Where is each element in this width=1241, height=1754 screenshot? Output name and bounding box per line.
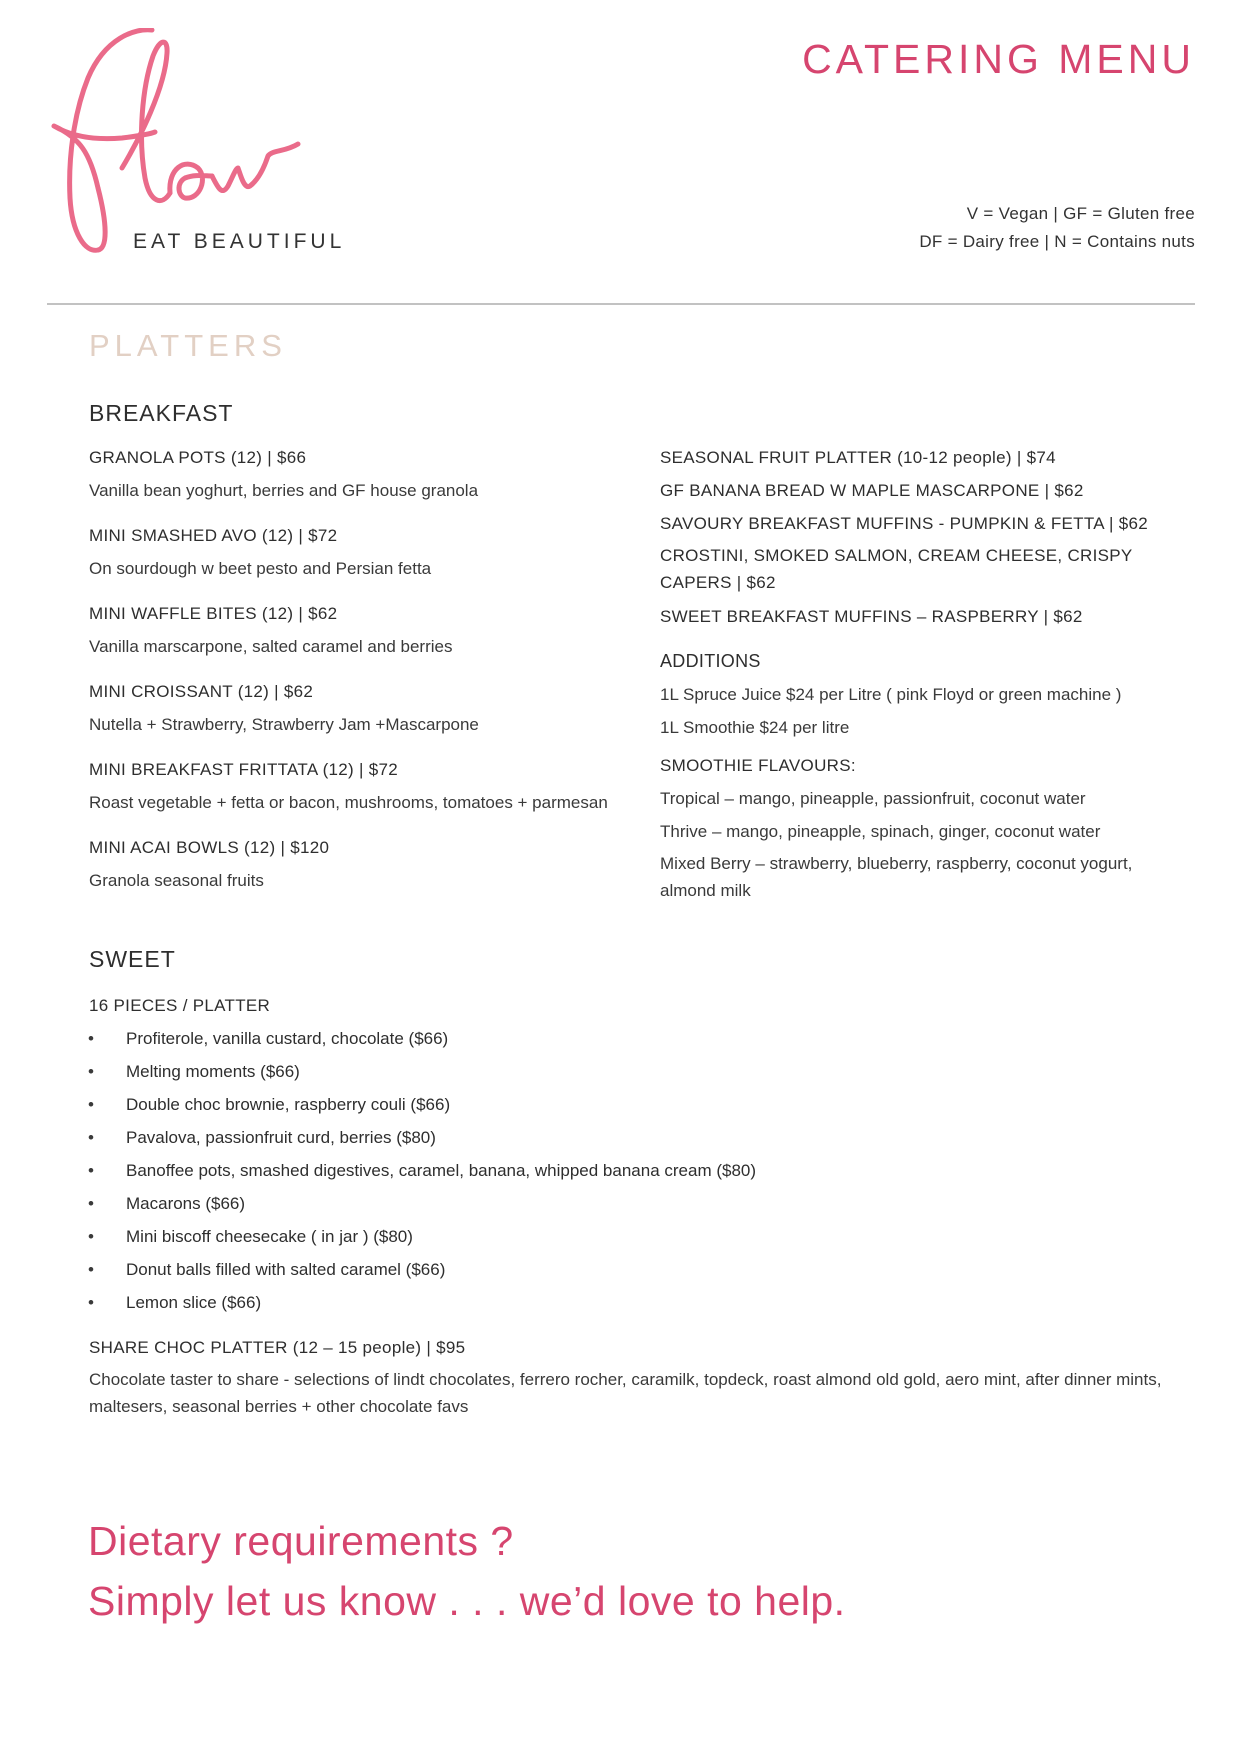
list-item: Mini biscoff cheesecake ( in jar ) ($80) — [126, 1227, 413, 1246]
addition-item: 1L Smoothie $24 per litre — [660, 718, 850, 737]
menu-item-desc: On sourdough w beet pesto and Persian fetta — [89, 559, 432, 578]
smoothie-flavours-heading: SMOOTHIE FLAVOURS: — [660, 756, 856, 775]
bullet: • — [88, 1227, 94, 1246]
header-divider — [47, 303, 1195, 305]
sweet-subheading: 16 PIECES / PLATTER — [89, 996, 271, 1015]
sweet-heading: SWEET — [89, 946, 176, 972]
menu-item-desc: Roast vegetable + fetta or bacon, mushrooms, tomatoes + parmesan — [89, 793, 608, 812]
menu-item-title: MINI SMASHED AVO (12) | $72 — [89, 526, 338, 545]
bullet: • — [88, 1260, 94, 1279]
menu-item-desc: Nutella + Strawberry, Strawberry Jam +Mascarpone — [89, 715, 479, 734]
menu-item-title: GF BANANA BREAD W MAPLE MASCARPONE | $62 — [660, 481, 1084, 500]
smoothie-flavour: Tropical – mango, pineapple, passionfruit, coconut water — [660, 789, 1086, 808]
flow-logo — [40, 28, 340, 263]
bullet: • — [88, 1161, 94, 1180]
bullet: • — [88, 1095, 94, 1114]
list-item: Banoffee pots, smashed digestives, caramel, banana, whipped banana cream ($80) — [126, 1161, 757, 1180]
addition-item: 1L Spruce Juice $24 per Litre ( pink Floyd or green machine ) — [660, 685, 1122, 704]
menu-item-title: SEASONAL FRUIT PLATTER (10-12 people) | $74 — [660, 448, 1056, 467]
dietary-legend-line-2: DF = Dairy free | N = Contains nuts — [919, 232, 1195, 251]
menu-item-title: MINI CROISSANT (12) | $62 — [89, 682, 314, 701]
smoothie-flavour: Mixed Berry – strawberry, blueberry, raspberry, coconut yogurt, almond milk — [660, 854, 1133, 900]
menu-item-title: MINI ACAI BOWLS (12) | $120 — [89, 838, 330, 857]
menu-item-title: CROSTINI, SMOKED SALMON, CREAM CHEESE, CRISPY CAPERS | $62 — [660, 546, 1133, 592]
logo-tagline: EAT BEAUTIFUL — [133, 230, 346, 253]
section-title: PLATTERS — [89, 328, 287, 363]
bullet: • — [88, 1029, 94, 1048]
menu-item-desc: Granola seasonal fruits — [89, 871, 264, 890]
smoothie-flavour: Thrive – mango, pineapple, spinach, ginger, coconut water — [660, 822, 1101, 841]
menu-item-title: MINI BREAKFAST FRITTATA (12) | $72 — [89, 760, 399, 779]
list-item: Profiterole, vanilla custard, chocolate ($66) — [126, 1029, 449, 1048]
footer-line-1: Dietary requirements ? — [88, 1518, 514, 1564]
list-item: Melting moments ($66) — [126, 1062, 300, 1081]
menu-item-title: SAVOURY BREAKFAST MUFFINS - PUMPKIN & FETTA | $62 — [660, 514, 1148, 533]
footer-line-2: Simply let us know . . . we’d love to help. — [88, 1578, 846, 1624]
page-title: CATERING MENU — [802, 36, 1195, 82]
menu-item-desc: Vanilla bean yoghurt, berries and GF house granola — [89, 481, 479, 500]
menu-item-title: GRANOLA POTS (12) | $66 — [89, 448, 307, 467]
bullet: • — [88, 1293, 94, 1312]
breakfast-heading: BREAKFAST — [89, 400, 234, 426]
list-item: Macarons ($66) — [126, 1194, 246, 1213]
list-item: Donut balls filled with salted caramel ($66) — [126, 1260, 446, 1279]
list-item: Lemon slice ($66) — [126, 1293, 262, 1312]
bullet: • — [88, 1128, 94, 1147]
menu-item-title: MINI WAFFLE BITES (12) | $62 — [89, 604, 338, 623]
menu-item-desc: Vanilla marscarpone, salted caramel and berries — [89, 637, 453, 656]
additions-heading: ADDITIONS — [660, 651, 761, 671]
bullet: • — [88, 1194, 94, 1213]
list-item: Pavalova, passionfruit curd, berries ($80) — [126, 1128, 436, 1147]
bullet: • — [88, 1062, 94, 1081]
menu-item-title: SWEET BREAKFAST MUFFINS – RASPBERRY | $62 — [660, 607, 1083, 626]
dietary-legend-line-1: V = Vegan | GF = Gluten free — [966, 204, 1195, 223]
list-item: Double choc brownie, raspberry couli ($66) — [126, 1095, 451, 1114]
share-choc-platter-desc: Chocolate taster to share - selections of lindt chocolates, ferrero rocher, caramilk, topdeck, roast almond old gold, aero mint, after dinner mints, maltesers, seasonal berries + other chocolate favs — [89, 1370, 1162, 1416]
share-choc-platter-title: SHARE CHOC PLATTER (12 – 15 people) | $95 — [89, 1338, 466, 1357]
